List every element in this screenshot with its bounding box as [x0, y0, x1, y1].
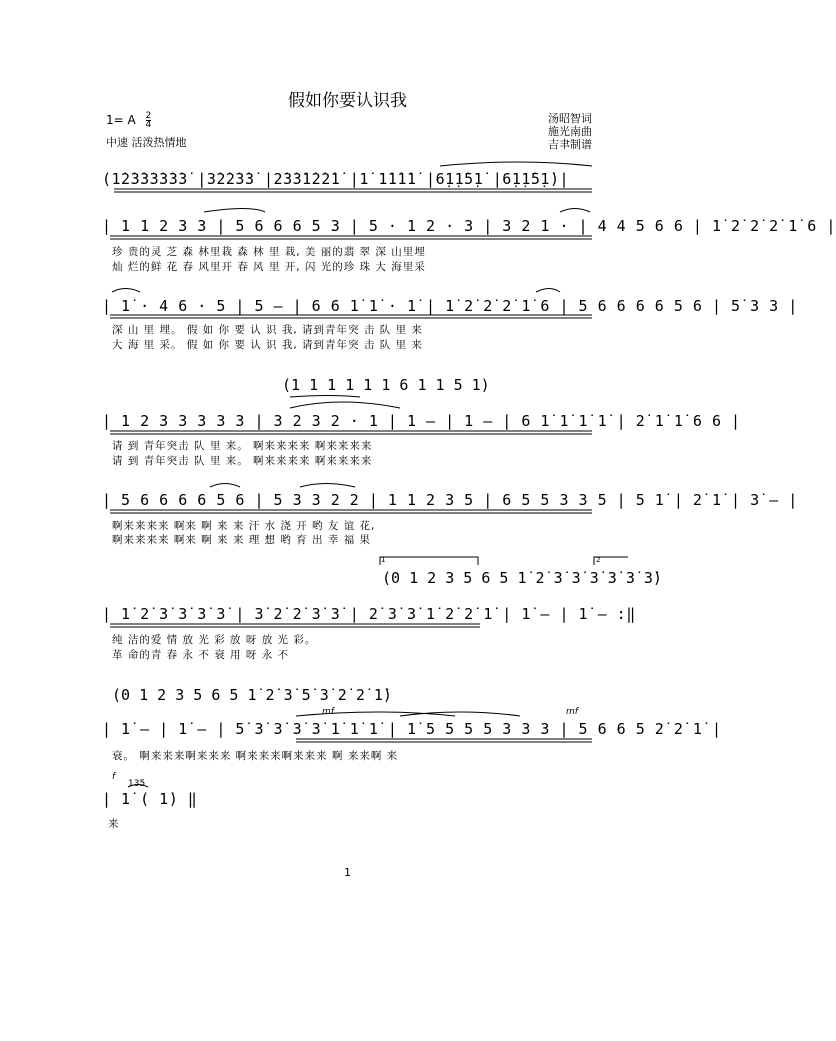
grace-notes: 135: [128, 779, 146, 789]
lyric-row-3-verse-1: 深 山 里 埋。 假 如 你 要 认 识 我, 请到青年突 击 队 里 来: [112, 324, 423, 336]
dynamic-mf-1: mf: [322, 707, 334, 717]
transcriber: 吉聿制谱: [548, 138, 592, 151]
score-row-8: | 1̇ ( 1̇) ‖: [102, 790, 198, 808]
lyric-row-3-verse-2: 大 海 里 采。 假 如 你 要 认 识 我, 请到青年突 击 队 里 来: [112, 339, 423, 351]
score-row-6: | 1̇ 2̇ 3̇ 3̇ 3̇ 3̇ | 3̇ 2̇ 2̇ 3̇ 3̇ | 2̇ 3̇ 3̇ 1̇ 2̇ 2̇ 1̇ | 1̇ – | 1̇ – :‖: [102, 605, 636, 623]
score-row-5: | 5 6 6 6 6 5 6 | 5 3 3 2 2 | 1 1 2 3 5 | 6 5 5 3 3 5 | 5 1̇ | 2̇ 1̇ | 3̇ – |: [102, 491, 798, 509]
lyric-row-4-verse-2: 请 到 青年突击 队 里 来。 啊来来来来 啊来来来来: [112, 455, 373, 467]
volta-2-label: 2: [596, 556, 601, 564]
time-signature-top: 2: [145, 111, 152, 121]
key-label: 1= A: [106, 113, 136, 127]
lyric-row-2-verse-2: 灿 烂的鲜 花 春 风里开 春 风 里 开, 闪 光的珍 珠 大 海里采: [112, 261, 426, 273]
score-row-3: | 1̇ · 4 6 · 5 | 5 – | 6 6 1̇ 1̇ · 1̇ | 1̇ 2̇ 2̇ 2̇ 1̇ 6 | 5 6 6 6 6 5 6 | 5̇ 3 3 |: [102, 297, 798, 315]
bracket-row-4: (1 1 1 1 1 1 6 1 1 5 1): [282, 376, 490, 394]
bracket-row-7: (0 1 2 3 5 6 5 1̇ 2̇ 3̇ 5̇ 3̇ 2̇ 2̇ 1̇): [112, 686, 392, 704]
tempo-marking: 中速 活泼热情地: [106, 136, 187, 149]
volta-1-label: 1: [381, 556, 386, 564]
time-signature-bottom: 4: [145, 120, 152, 130]
lyric-row-8-verse-1: 来: [108, 818, 120, 830]
lyricist: 汤昭智词: [548, 112, 592, 125]
lyric-row-6-verse-1: 纯 洁的爱 情 放 光 彩 放 呀 放 光 彩。: [112, 634, 317, 646]
dynamic-f: f: [112, 772, 116, 782]
bracket-row-6: (0 1 2 3 5 6 5 1̇ 2̇ 3̇ 3̇ 3̇ 3̇ 3̇ 3̇): [382, 569, 662, 587]
lyric-row-5-verse-1: 啊来来来来 啊来 啊 来 来 汗 水 浇 开 哟 友 谊 花,: [112, 520, 376, 532]
score-row-7: | 1̇ – | 1̇ – | 5̇ 3̇ 3̇ 3̇ 3̇ 1̇ 1̇ 1̇ | 1̇ 5 5 5 5 3 3 3 | 5 6 6 5 2̇ 2̇ 1̇ |: [102, 720, 722, 738]
score-row-2: | 1 1 2 3 3 | 5 6 6 6 5 3 | 5 · 1 2 · 3 | 3 2 1 · | 4 4 5 6 6 | 1̇ 2̇ 2̇ 2̇ 1̇ 6 |: [102, 217, 836, 235]
lyric-row-7-verse-1: 衰。 啊来来来啊来来来 啊来来来啊来来来 啊 来来啊 来: [112, 750, 399, 762]
score-row-4: | 1 2 3 3 3 3 3 | 3 2 3 2 · 1 | 1 – | 1 – | 6 1̇ 1̇ 1̇ 1̇ | 2̇ 1̇ 1̇ 6 6 |: [102, 412, 741, 430]
dynamic-mf-2: mf: [566, 707, 578, 717]
lyric-row-2-verse-1: 珍 贵的灵 芝 森 林里栽 森 林 里 栽, 美 丽的翡 翠 深 山里埋: [112, 246, 426, 258]
score-row-1: (1̇2̇3̇3̇3̇3̇3̇3̇ |3̇2̇2̇3̇3̇ |2̇3̇3̇1̇2̇2̇1̇ |1̇ 1̇1̇1̇1̇ |6̣1̣1̇5̣1̇ |6̣1̣1̇5̣1̇)|: [102, 170, 570, 188]
page-title: 假如你要认识我: [288, 91, 407, 111]
page-number: 1: [344, 866, 351, 879]
lyric-row-5-verse-2: 啊来来来来 啊来 啊 来 来 理 想 哟 育 出 幸 福 果: [112, 534, 372, 546]
lyric-row-4-verse-1: 请 到 青年突击 队 里 来。 啊来来来来 啊来来来来: [112, 440, 373, 452]
lyric-row-6-verse-2: 革 命的青 春 永 不 衰 用 呀 永 不: [112, 649, 290, 661]
composer: 施光南曲: [548, 125, 592, 138]
